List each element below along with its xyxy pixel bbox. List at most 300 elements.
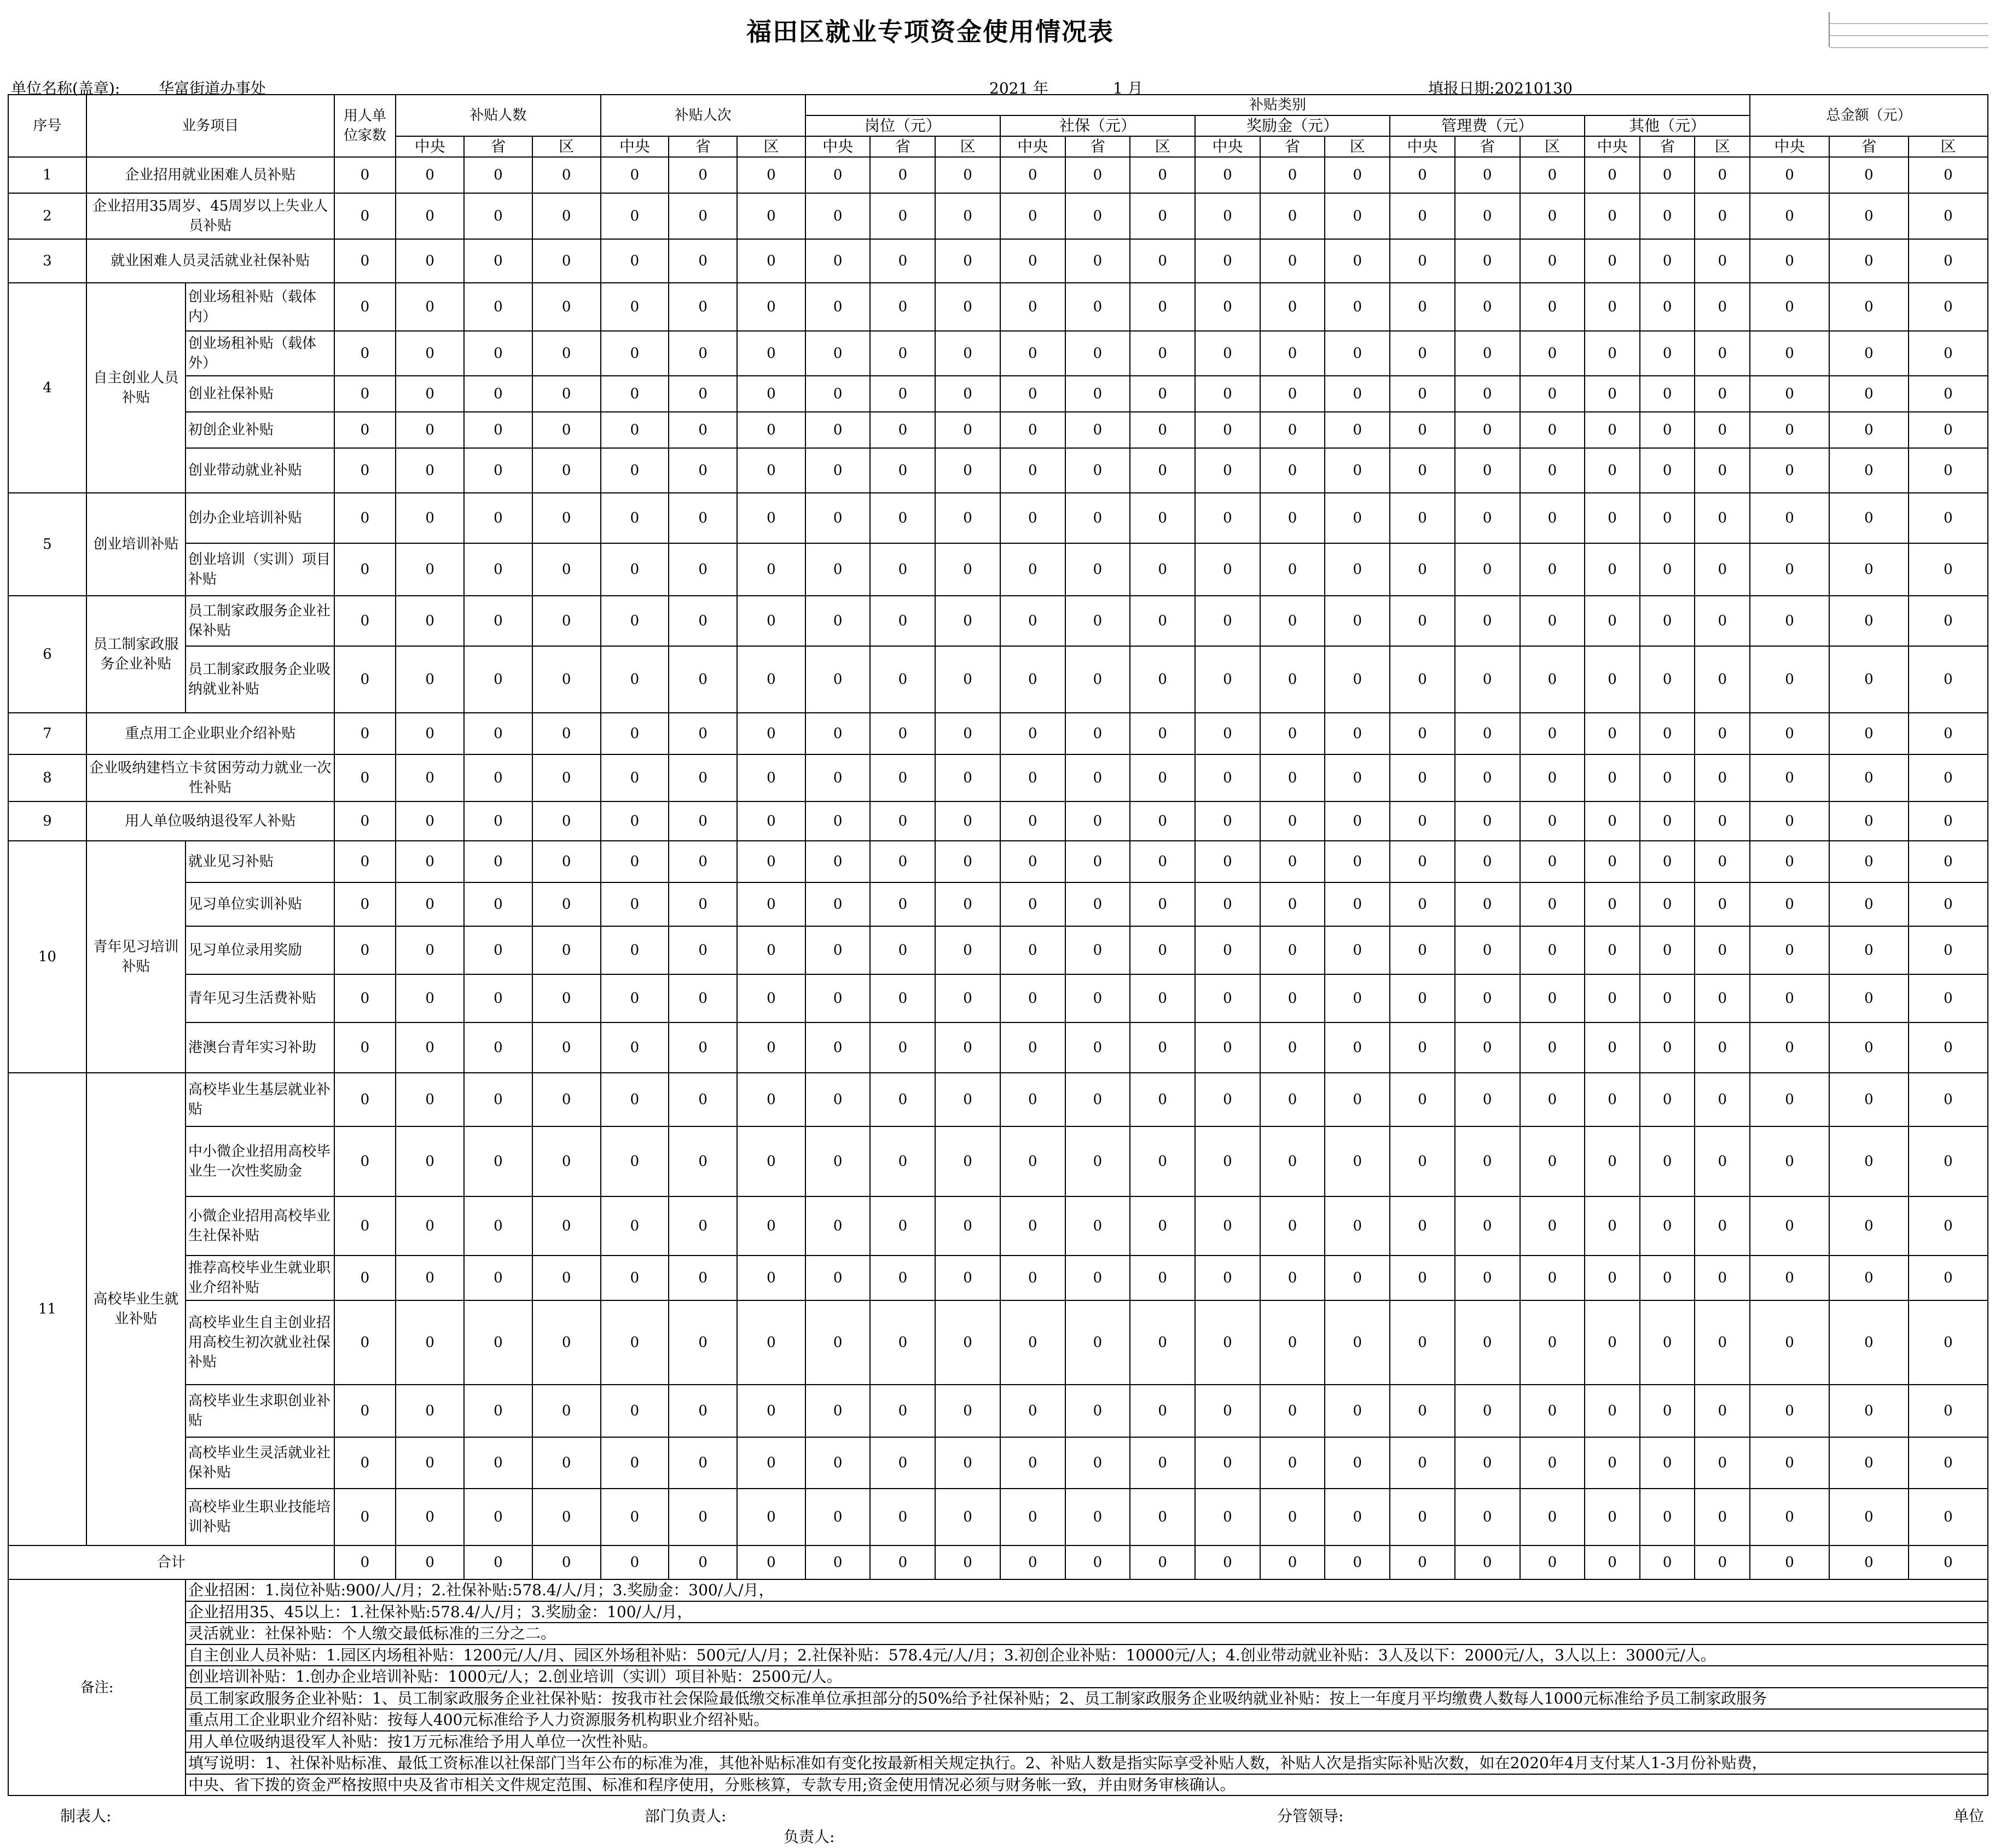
value-cell: 0 (532, 974, 601, 1022)
row-subitem: 港澳台青年实习补助 (185, 1022, 334, 1073)
value-cell: 0 (532, 754, 601, 801)
note-line: 灵活就业：社保补贴：个人缴交最低标准的三分之二。 (186, 1623, 1987, 1645)
unit-name: 华富街道办事处 (159, 79, 266, 97)
value-cell: 0 (1750, 1300, 1829, 1385)
value-cell: 0 (1455, 543, 1520, 596)
report-year: 2021 年 (989, 79, 1049, 97)
value-cell: 0 (1000, 754, 1065, 801)
value-cell: 0 (1325, 543, 1390, 596)
header-district: 区 (1695, 136, 1750, 157)
report-month: 1 月 (1113, 79, 1143, 97)
header-central: 中央 (1390, 136, 1455, 157)
value-cell: 0 (1585, 376, 1640, 412)
value-cell: 0 (935, 1256, 1000, 1300)
value-cell: 0 (1325, 157, 1390, 193)
value-cell: 0 (1390, 1196, 1455, 1256)
header-district: 区 (935, 136, 1000, 157)
value-cell: 0 (870, 974, 935, 1022)
value-cell: 0 (1195, 596, 1260, 646)
value-cell: 0 (1585, 882, 1640, 926)
value-cell: 0 (1260, 1300, 1325, 1385)
value-cell: 0 (1325, 1300, 1390, 1385)
value-cell: 0 (1750, 646, 1829, 713)
value-cell: 0 (1909, 493, 1988, 543)
row-subitem: 见习单位录用奖励 (185, 926, 334, 974)
value-cell: 0 (805, 1437, 871, 1489)
value-cell: 0 (1909, 448, 1988, 493)
value-cell: 0 (669, 801, 737, 841)
value-cell: 0 (1195, 882, 1260, 926)
value-cell: 0 (1065, 1300, 1130, 1385)
value-cell: 0 (396, 841, 464, 882)
value-cell: 0 (870, 1437, 935, 1489)
value-cell: 0 (737, 1256, 805, 1300)
value-cell: 0 (935, 376, 1000, 412)
row-item: 就业困难人员灵活就业社保补贴 (86, 239, 334, 283)
value-cell: 0 (1695, 376, 1750, 412)
value-cell: 0 (1000, 376, 1065, 412)
value-cell: 0 (1260, 926, 1325, 974)
value-cell: 0 (1325, 493, 1390, 543)
value-cell: 0 (464, 1489, 532, 1545)
value-cell: 0 (1585, 1022, 1640, 1073)
value-cell: 0 (870, 1545, 935, 1579)
value-cell: 0 (737, 646, 805, 713)
value-cell: 0 (737, 193, 805, 239)
value-cell: 0 (1455, 926, 1520, 974)
value-cell: 0 (1000, 801, 1065, 841)
value-cell: 0 (1000, 1196, 1065, 1256)
value-cell: 0 (737, 1073, 805, 1126)
value-cell: 0 (737, 841, 805, 882)
row-seq: 8 (8, 754, 86, 801)
value-cell: 0 (396, 193, 464, 239)
value-cell: 0 (805, 596, 871, 646)
value-cell: 0 (1695, 596, 1750, 646)
value-cell: 0 (601, 543, 669, 596)
row-item: 企业招用就业困难人员补贴 (86, 157, 334, 193)
value-cell: 0 (805, 882, 871, 926)
row-seq: 9 (8, 801, 86, 841)
value-cell: 0 (1695, 1022, 1750, 1073)
value-cell: 0 (1195, 1022, 1260, 1073)
value-cell: 0 (1260, 754, 1325, 801)
value-cell: 0 (334, 331, 396, 376)
value-cell: 0 (1130, 1300, 1195, 1385)
value-cell: 0 (935, 1300, 1000, 1385)
value-cell: 0 (532, 493, 601, 543)
value-cell: 0 (1640, 448, 1695, 493)
value-cell: 0 (1130, 974, 1195, 1022)
row-seq: 7 (8, 713, 86, 754)
value-cell: 0 (1000, 596, 1065, 646)
value-cell: 0 (334, 1437, 396, 1489)
value-cell: 0 (1390, 412, 1455, 448)
header-business: 业务项目 (86, 95, 334, 157)
value-cell: 0 (601, 1256, 669, 1300)
value-cell: 0 (1325, 754, 1390, 801)
value-cell: 0 (737, 1300, 805, 1385)
value-cell: 0 (1130, 1545, 1195, 1579)
value-cell: 0 (1750, 1545, 1829, 1579)
value-cell: 0 (1390, 596, 1455, 646)
value-cell: 0 (805, 283, 871, 331)
value-cell: 0 (1455, 646, 1520, 713)
value-cell: 0 (1260, 974, 1325, 1022)
value-cell: 0 (1520, 239, 1585, 283)
value-cell: 0 (1520, 493, 1585, 543)
value-cell: 0 (532, 543, 601, 596)
value-cell: 0 (334, 1073, 396, 1126)
header-district: 区 (1130, 136, 1195, 157)
value-cell: 0 (805, 1256, 871, 1300)
value-cell: 0 (805, 239, 871, 283)
value-cell: 0 (1390, 754, 1455, 801)
value-cell: 0 (1640, 841, 1695, 882)
value-cell: 0 (1695, 882, 1750, 926)
value-cell: 0 (870, 926, 935, 974)
value-cell: 0 (1130, 841, 1195, 882)
value-cell: 0 (601, 331, 669, 376)
value-cell: 0 (1829, 412, 1909, 448)
value-cell: 0 (737, 239, 805, 283)
value-cell: 0 (1695, 1489, 1750, 1545)
value-cell: 0 (669, 543, 737, 596)
value-cell: 0 (1455, 1073, 1520, 1126)
value-cell: 0 (1390, 713, 1455, 754)
value-cell: 0 (1390, 448, 1455, 493)
value-cell: 0 (396, 376, 464, 412)
value-cell: 0 (1750, 1489, 1829, 1545)
row-item: 企业招用35周岁、45周岁以上失业人员补贴 (86, 193, 334, 239)
value-cell: 0 (1455, 1437, 1520, 1489)
value-cell: 0 (1065, 193, 1130, 239)
value-cell: 0 (1829, 841, 1909, 882)
value-cell: 0 (1695, 974, 1750, 1022)
value-cell: 0 (1695, 1545, 1750, 1579)
value-cell: 0 (334, 596, 396, 646)
value-cell: 0 (1195, 926, 1260, 974)
value-cell: 0 (1750, 1437, 1829, 1489)
value-cell: 0 (935, 841, 1000, 882)
value-cell: 0 (669, 1489, 737, 1545)
value-cell: 0 (1585, 412, 1640, 448)
value-cell: 0 (1195, 974, 1260, 1022)
value-cell: 0 (870, 283, 935, 331)
value-cell: 0 (532, 1196, 601, 1256)
value-cell: 0 (1065, 882, 1130, 926)
header-district: 区 (1909, 136, 1988, 157)
value-cell: 0 (396, 331, 464, 376)
value-cell: 0 (737, 801, 805, 841)
row-seq: 1 (8, 157, 86, 193)
value-cell: 0 (1325, 1545, 1390, 1579)
value-cell: 0 (1585, 841, 1640, 882)
value-cell: 0 (1325, 801, 1390, 841)
value-cell: 0 (805, 493, 871, 543)
value-cell: 0 (1260, 1256, 1325, 1300)
value-cell: 0 (1585, 1196, 1640, 1256)
value-cell: 0 (464, 1022, 532, 1073)
value-cell: 0 (1585, 193, 1640, 239)
value-cell: 0 (1390, 646, 1455, 713)
value-cell: 0 (1520, 882, 1585, 926)
value-cell: 0 (1750, 754, 1829, 801)
value-cell: 0 (870, 713, 935, 754)
value-cell: 0 (532, 1126, 601, 1196)
value-cell: 0 (601, 493, 669, 543)
value-cell: 0 (396, 596, 464, 646)
value-cell: 0 (669, 974, 737, 1022)
value-cell: 0 (1455, 882, 1520, 926)
value-cell: 0 (601, 239, 669, 283)
value-cell: 0 (1640, 1385, 1695, 1437)
value-cell: 0 (1390, 1437, 1455, 1489)
value-cell: 0 (935, 974, 1000, 1022)
value-cell: 0 (1520, 926, 1585, 974)
value-cell: 0 (870, 596, 935, 646)
value-cell: 0 (669, 157, 737, 193)
value-cell: 0 (1455, 841, 1520, 882)
value-cell: 0 (1585, 283, 1640, 331)
value-cell: 0 (1829, 926, 1909, 974)
value-cell: 0 (601, 1022, 669, 1073)
value-cell: 0 (1325, 412, 1390, 448)
value-cell: 0 (1750, 193, 1829, 239)
value-cell: 0 (669, 493, 737, 543)
header-total: 总金额（元） (1750, 95, 1988, 136)
value-cell: 0 (1390, 543, 1455, 596)
header-social: 社保（元） (1000, 115, 1195, 136)
value-cell: 0 (1520, 1126, 1585, 1196)
row-seq: 2 (8, 193, 86, 239)
value-cell: 0 (1909, 1073, 1988, 1126)
value-cell: 0 (334, 448, 396, 493)
value-cell: 0 (532, 1300, 601, 1385)
value-cell: 0 (1065, 239, 1130, 283)
value-cell: 0 (464, 713, 532, 754)
value-cell: 0 (1909, 926, 1988, 974)
value-cell: 0 (1585, 1545, 1640, 1579)
value-cell: 0 (1000, 926, 1065, 974)
value-cell: 0 (334, 412, 396, 448)
value-cell: 0 (532, 331, 601, 376)
value-cell: 0 (1325, 448, 1390, 493)
value-cell: 0 (669, 841, 737, 882)
value-cell: 0 (1455, 412, 1520, 448)
value-cell: 0 (1585, 1437, 1640, 1489)
header-reward: 奖励金（元） (1195, 115, 1390, 136)
value-cell: 0 (669, 1385, 737, 1437)
value-cell: 0 (737, 1489, 805, 1545)
value-cell: 0 (464, 754, 532, 801)
value-cell: 0 (1195, 157, 1260, 193)
value-cell: 0 (1130, 193, 1195, 239)
row-subitem: 就业见习补贴 (185, 841, 334, 882)
row-subitem: 员工制家政服务企业吸纳就业补贴 (185, 646, 334, 713)
value-cell: 0 (1000, 1256, 1065, 1300)
value-cell: 0 (1325, 1073, 1390, 1126)
value-cell: 0 (870, 841, 935, 882)
value-cell: 0 (1909, 543, 1988, 596)
value-cell: 0 (1695, 1126, 1750, 1196)
value-cell: 0 (1640, 926, 1695, 974)
value-cell: 0 (1325, 974, 1390, 1022)
value-cell: 0 (334, 1196, 396, 1256)
row-group: 自主创业人员补贴 (86, 283, 185, 493)
row-group: 青年见习培训补贴 (86, 841, 185, 1073)
value-cell: 0 (870, 1126, 935, 1196)
value-cell: 0 (334, 1545, 396, 1579)
value-cell: 0 (1909, 1489, 1988, 1545)
value-cell: 0 (1260, 1437, 1325, 1489)
value-cell: 0 (870, 1196, 935, 1256)
value-cell: 0 (532, 646, 601, 713)
value-cell: 0 (1829, 1385, 1909, 1437)
header-mgmt: 管理费（元） (1390, 115, 1585, 136)
value-cell: 0 (1640, 543, 1695, 596)
value-cell: 0 (532, 882, 601, 926)
value-cell: 0 (532, 926, 601, 974)
row-seq: 3 (8, 239, 86, 283)
value-cell: 0 (601, 1196, 669, 1256)
value-cell: 0 (1829, 283, 1909, 331)
value-cell: 0 (464, 193, 532, 239)
value-cell: 0 (1909, 1196, 1988, 1256)
value-cell: 0 (1585, 596, 1640, 646)
value-cell: 0 (396, 283, 464, 331)
value-cell: 0 (464, 493, 532, 543)
value-cell: 0 (935, 754, 1000, 801)
notes-cell (185, 1579, 1988, 1795)
value-cell: 0 (1909, 157, 1988, 193)
value-cell: 0 (1455, 754, 1520, 801)
value-cell: 0 (1260, 283, 1325, 331)
value-cell: 0 (870, 1300, 935, 1385)
value-cell: 0 (669, 376, 737, 412)
value-cell: 0 (1520, 157, 1585, 193)
value-cell: 0 (1909, 801, 1988, 841)
value-cell: 0 (1455, 713, 1520, 754)
value-cell: 0 (396, 1545, 464, 1579)
value-cell: 0 (1750, 882, 1829, 926)
value-cell: 0 (1455, 331, 1520, 376)
value-cell: 0 (1520, 646, 1585, 713)
value-cell: 0 (1455, 801, 1520, 841)
value-cell: 0 (870, 1385, 935, 1437)
value-cell: 0 (1130, 1196, 1195, 1256)
header-province: 省 (669, 136, 737, 157)
value-cell: 0 (1130, 882, 1195, 926)
value-cell: 0 (1390, 157, 1455, 193)
value-cell: 0 (1585, 543, 1640, 596)
value-cell: 0 (1130, 713, 1195, 754)
value-cell: 0 (532, 193, 601, 239)
value-cell: 0 (464, 1385, 532, 1437)
footer-unit: 单位 (1953, 1807, 1985, 1825)
value-cell: 0 (1909, 713, 1988, 754)
value-cell: 0 (935, 193, 1000, 239)
value-cell: 0 (1750, 1126, 1829, 1196)
value-cell: 0 (1909, 1545, 1988, 1579)
value-cell: 0 (1585, 926, 1640, 974)
value-cell: 0 (1909, 193, 1988, 239)
value-cell: 0 (396, 754, 464, 801)
value-cell: 0 (870, 882, 935, 926)
value-cell: 0 (805, 1385, 871, 1437)
value-cell: 0 (1909, 1300, 1988, 1385)
value-cell: 0 (1260, 193, 1325, 239)
value-cell: 0 (1195, 1256, 1260, 1300)
value-cell: 0 (1065, 1073, 1130, 1126)
value-cell: 0 (935, 1437, 1000, 1489)
value-cell: 0 (805, 193, 871, 239)
value-cell: 0 (396, 543, 464, 596)
value-cell: 0 (334, 1385, 396, 1437)
value-cell: 0 (1455, 1256, 1520, 1300)
value-cell: 0 (1585, 1385, 1640, 1437)
value-cell: 0 (396, 1437, 464, 1489)
header-province: 省 (1640, 136, 1695, 157)
value-cell: 0 (1065, 646, 1130, 713)
value-cell: 0 (1750, 841, 1829, 882)
value-cell: 0 (1829, 646, 1909, 713)
value-cell: 0 (870, 754, 935, 801)
header-district: 区 (532, 136, 601, 157)
row-subitem: 中小微企业招用高校毕业生一次性奖励金 (185, 1126, 334, 1196)
value-cell: 0 (532, 1489, 601, 1545)
row-seq: 4 (8, 283, 86, 493)
value-cell: 0 (1520, 1489, 1585, 1545)
value-cell: 0 (601, 882, 669, 926)
value-cell: 0 (1909, 412, 1988, 448)
row-subitem: 员工制家政服务企业社保补贴 (185, 596, 334, 646)
value-cell: 0 (1065, 1256, 1130, 1300)
value-cell: 0 (805, 331, 871, 376)
value-cell: 0 (1909, 1437, 1988, 1489)
value-cell: 0 (1640, 376, 1695, 412)
value-cell: 0 (1130, 596, 1195, 646)
row-subitem: 创业带动就业补贴 (185, 448, 334, 493)
value-cell: 0 (1750, 331, 1829, 376)
header-district: 区 (737, 136, 805, 157)
value-cell: 0 (1260, 1126, 1325, 1196)
header-central: 中央 (601, 136, 669, 157)
value-cell: 0 (669, 1545, 737, 1579)
header-district: 区 (1520, 136, 1585, 157)
row-subitem: 小微企业招用高校毕业生社保补贴 (185, 1196, 334, 1256)
value-cell: 0 (601, 193, 669, 239)
value-cell: 0 (1695, 193, 1750, 239)
value-cell: 0 (334, 283, 396, 331)
value-cell: 0 (1130, 1437, 1195, 1489)
value-cell: 0 (1065, 841, 1130, 882)
value-cell: 0 (464, 1126, 532, 1196)
value-cell: 0 (805, 841, 871, 882)
value-cell: 0 (396, 801, 464, 841)
value-cell: 0 (601, 1437, 669, 1489)
value-cell: 0 (334, 1126, 396, 1196)
value-cell: 0 (737, 376, 805, 412)
value-cell: 0 (870, 646, 935, 713)
row-seq: 10 (8, 841, 86, 1073)
value-cell: 0 (1455, 493, 1520, 543)
header-province: 省 (1065, 136, 1130, 157)
row-subitem: 高校毕业生基层就业补贴 (185, 1073, 334, 1126)
value-cell: 0 (1695, 157, 1750, 193)
header-persons: 补贴人数 (396, 95, 600, 136)
value-cell: 0 (1260, 1489, 1325, 1545)
